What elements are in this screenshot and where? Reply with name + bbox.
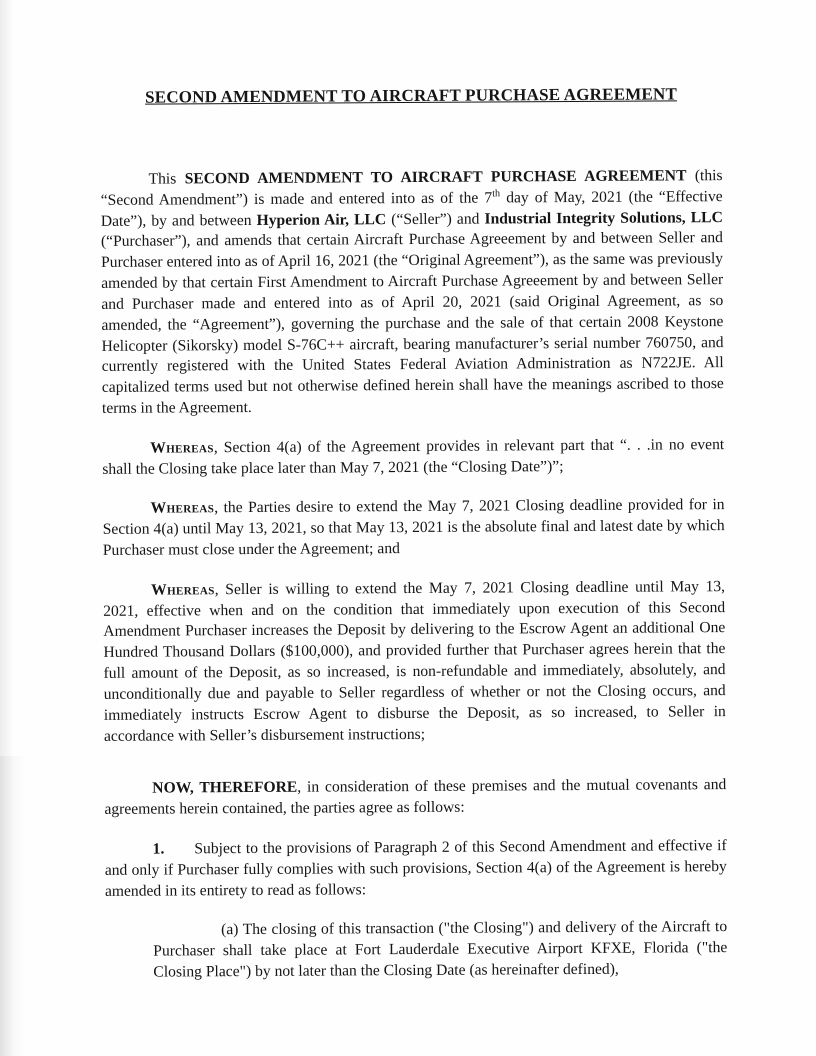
whereas-keyword: Whereas <box>151 581 215 599</box>
text-run: , in consideration of these premises and the mutual covenants and agreements herein contained, the parties agree as follows: <box>104 776 727 819</box>
document-content <box>100 84 728 1003</box>
text-run-seller-name: Hyperion Air, LLC <box>256 210 387 229</box>
text-run: (“Seller”) and <box>386 210 485 228</box>
text-run: , Seller is willing to extend the May 7, 2021 Closing deadline until May 13, 2021, effective when and on the condition that immediately upon execution of this Second Amendment Purchaser increases the Deposit by delivering to the Escrow Agent an additional One Hundred Thousand Dollars ($100,000), and provided further that Purchaser agrees herein that the full amount of the Deposit, as so increased, is non-refundable and immediately, absolutely, and unconditionally due and payable to Seller regardless of whether or not the Closing occurs, and immediately instructs Escrow Agent to disburse the Deposit, as so increased, to Seller in accordance with Seller’s disbursement instructions; <box>103 577 726 745</box>
text-run: (a) The closing of this transaction ("the Closing") and delivery of the Aircraft to Purchaser shall take place at Fort Lauderdale Executive Airport KFXE, Florida ("the Closing Place") by not later than the Closing Date (as hereinafter defined), <box>153 918 728 981</box>
text-run-purchaser-name: Industrial Integrity Solutions, LLC <box>484 208 723 228</box>
text-run: This <box>148 170 185 188</box>
text-run: (this “Second Amendment”) is made and entered into as of the 7 <box>100 167 723 209</box>
text-run: day of May, 2021 (the “Effective Date”), by and between <box>100 187 723 230</box>
paragraph-section-1a <box>153 917 727 983</box>
now-therefore-keyword: NOW, THEREFORE <box>152 779 298 797</box>
text-run: (“Purchaser”), and amends that certain Aircraft Purchase Agreeement by and between Seller and Purchaser entered into as of April 16, 2021 (the “Original Agreement”), as the same was previously amended by that certain First Amendment to Aircraft Purchase Agreeement by and between Seller and Purchaser made and entered into as of April 20, 2021 (said Original Agreement, as so amended, the “Agreement”), governing the purchase and the sale of that certain 2008 Keystone Helicopter (Sikorsky) model S-76C++ aircraft, bearing manufacturer’s serial number 760750, and currently registered with the United States Federal Aviation Administration as N722JE. All capitalized terms used but not otherwise defined herein shall have the meanings ascribed to those terms in the Agreement. <box>100 229 724 417</box>
document-title: SECOND AMENDMENT TO AIRCRAFT PURCHASE AGREEMENT <box>145 84 678 107</box>
paragraph-whereas-3 <box>103 577 726 747</box>
text-run-agreement-name: SECOND AMENDMENT TO AIRCRAFT PURCHASE AGREEMENT <box>184 167 687 188</box>
ordinal-superscript: th <box>492 188 501 200</box>
whereas-keyword: Whereas <box>150 499 215 517</box>
paragraph-whereas-1 <box>102 435 724 480</box>
paragraph-now-therefore <box>104 775 726 820</box>
text-run: Subject to the provisions of Paragraph 2 of this Second Amendment and effective if and only if Purchaser fully complies with such provisions, Section 4(a) of the Agreement is hereby amended in its entirety to read as follows: <box>104 837 727 900</box>
section-number: 1. <box>152 840 165 858</box>
paragraph-section-1 <box>105 836 727 902</box>
paragraph-intro <box>101 166 725 420</box>
whereas-keyword: Whereas <box>150 438 214 457</box>
text-run: , Section 4(a) of the Agreement provides in relevant part that “. . .in no event shall the Closing take place later than May 7, 2021 (the “Closing Date”)”; <box>102 435 725 478</box>
text-run: , the Parties desire to extend the May 7, 2021 Closing deadline provided for in Section 4(a) until May 13, 2021, so that May 13, 2021 is the absolute final and latest date by which Purchaser must close under the Agreement; and <box>102 496 725 559</box>
paragraph-whereas-2 <box>103 495 725 561</box>
